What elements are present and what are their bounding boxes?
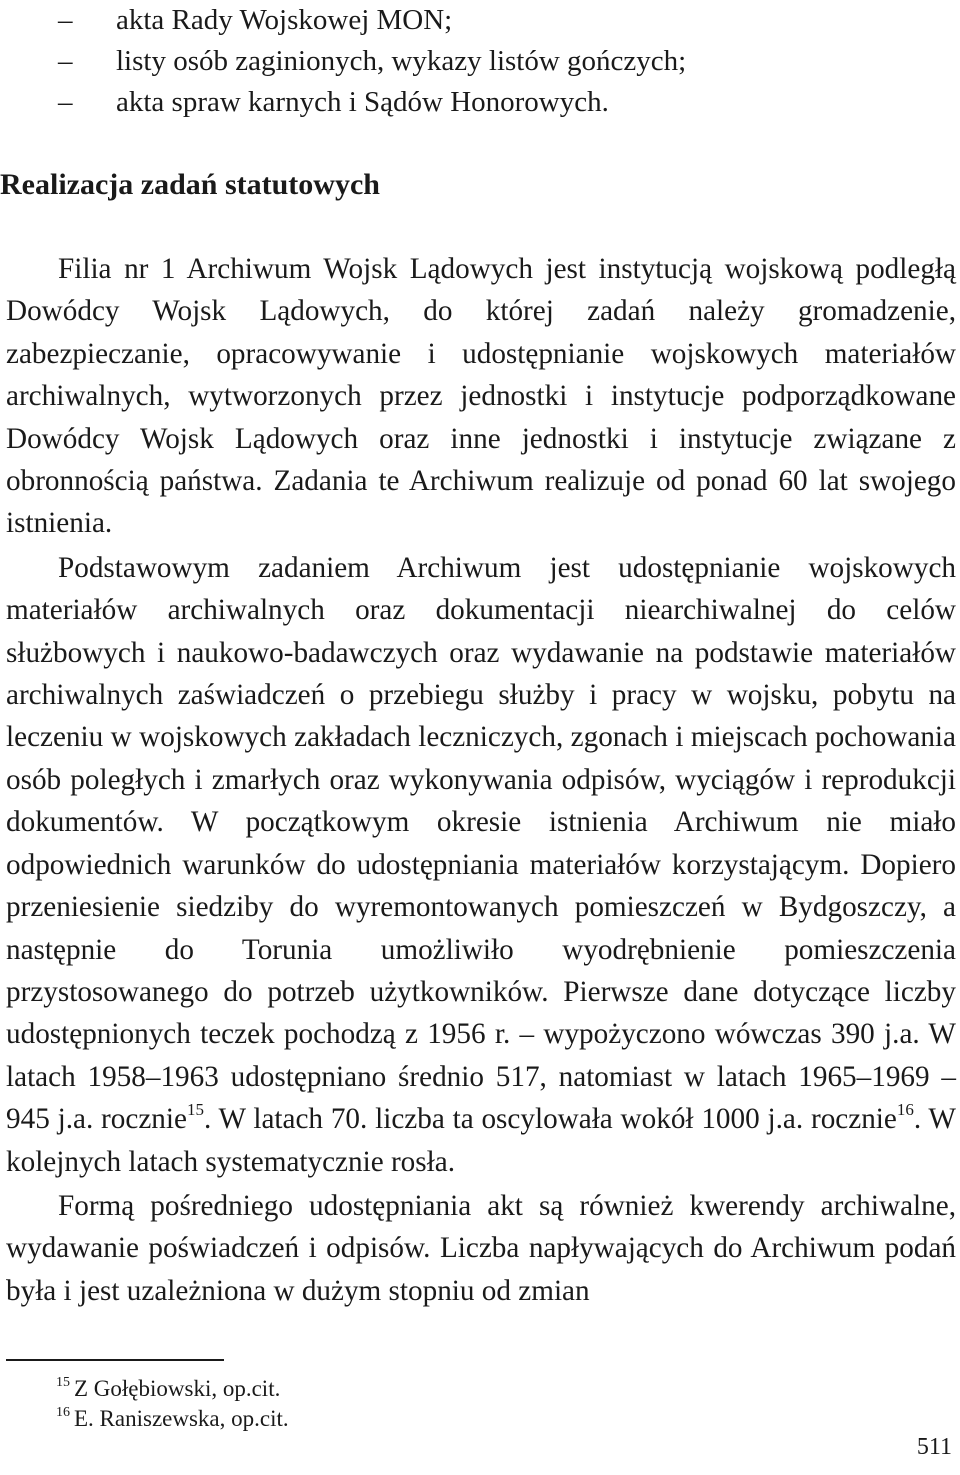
footnote-ref-15[interactable]: 15 xyxy=(186,1100,204,1120)
paragraph-2-part-a: Podstawowym zadaniem Archiwum jest udostępnianie wojskowych materiałów archiwalnych oraz dokumentacji niearchiwalnej do celów służbowych i naukowo-badawczych oraz wydawanie na podstawie materiałów archiwalnych zaświadczeń o przebiegu służby i pracy w wojsku, pobytu na leczeniu w wojskowych zakładach leczniczych, zgonach i miejscach pochowania osób poległych i zmarłych oraz wykonywania odpisów, wyciągów i reprodukcji dokumentów. W początkowym okresie istnienia Archiwum nie miało odpowiednich warunków do udostępniania materiałów korzystającym. Dopiero przeniesienie siedziby do wyremontowanych pomieszczeń w Bydgoszczy, a następnie do Torunia umożliwiło wyodrębnienie pomieszczenia przystosowanego do potrzeb użytkowników. Pierwsze dane dotyczące liczby udostępnionych teczek pochodzą z 1956 r. – wypożyczono wówczas 390 j.a. W latach 1958–1963 udostępniano średnio 517, natomiast w latach 1965–1969 – 945 j.a. rocznie xyxy=(6,551,956,1136)
footnote-item xyxy=(56,1404,289,1434)
bullet-item xyxy=(0,82,960,123)
bullet-dash: – xyxy=(58,86,73,118)
bullet-dash: – xyxy=(58,45,73,77)
footnotes xyxy=(56,1374,289,1434)
footnote-separator xyxy=(6,1359,224,1361)
footnote-text: Z Gołębiowski, op.cit. xyxy=(74,1376,281,1401)
paragraph-1: Filia nr 1 Archiwum Wojsk Lądowych jest instytucją wojskową podległą Dowódcy Wojsk Lądowych, do której zadań należy gromadzenie, zabezpieczanie, opracowywanie i udostępnianie wojskowych materiałów archiwalnych, wytworzonych przez jednostki i instytucje podporządkowane Dowódcy Wojsk Lądowych oraz inne jednostki i instytucje związane z obronnością państwa. Zadania te Archiwum realizuje od ponad 60 lat swojego istnienia. xyxy=(6,253,956,540)
footnote-item xyxy=(56,1374,289,1404)
bullet-item xyxy=(0,41,960,82)
page-number: 511 xyxy=(916,1434,952,1460)
paragraph-3: Formą pośredniego udostępniania akt są również kwerendy archiwalne, wydawanie poświadczeń i odpisów. Liczba napływających do Archiwum podań była i jest uzależniona w dużym stopniu od zmian xyxy=(6,1189,956,1307)
paragraph-2-part-b: . W latach 70. liczba ta oscylowała wokół 1000 j.a. rocznie xyxy=(203,1103,897,1136)
bullet-list xyxy=(0,0,960,123)
paragraph-2-part-c: . W kolejnych latach systematycznie rosła. xyxy=(6,1103,956,1178)
footnote-number: 16 xyxy=(56,1405,70,1421)
bullet-text: listy osób zaginionych, wykazy listów gończych; xyxy=(116,45,687,77)
paragraph-2 xyxy=(6,547,956,1183)
bullet-dash: – xyxy=(58,4,73,36)
bullet-text: akta spraw karnych i Sądów Honorowych. xyxy=(116,86,609,118)
bullet-text: akta Rady Wojskowej MON; xyxy=(116,4,453,36)
section-heading: Realizacja zadań statutowych xyxy=(0,168,380,201)
footnote-ref-16[interactable]: 16 xyxy=(896,1100,914,1120)
body-text xyxy=(6,248,956,1312)
footnote-number: 15 xyxy=(56,1375,70,1391)
footnote-text: E. Raniszewska, op.cit. xyxy=(74,1406,289,1431)
bullet-item xyxy=(0,0,960,41)
